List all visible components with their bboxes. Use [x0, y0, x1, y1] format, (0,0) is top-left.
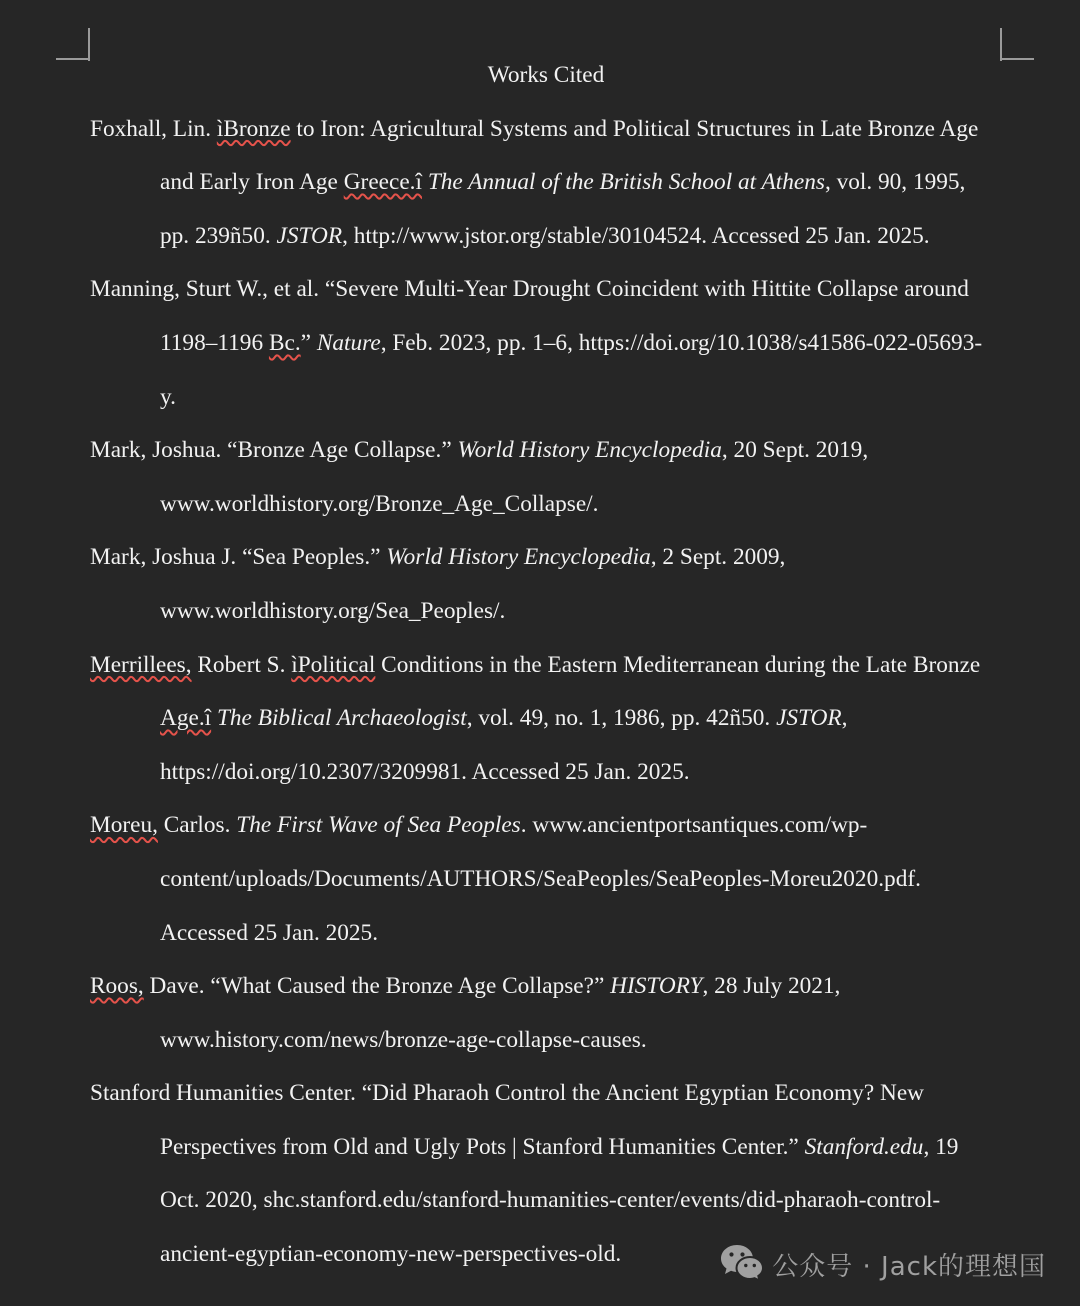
spelling-flagged-word[interactable]: Age.î	[160, 705, 212, 732]
citation-text: Conditions in the Eastern Mediterranean during the Late Bronze	[375, 651, 981, 678]
citation-continuation-line	[90, 156, 1002, 210]
citation-text: Perspectives from Old and Ugly Pots | Stanford Humanities Center.”	[160, 1133, 805, 1160]
spelling-flagged-word[interactable]: Bc.	[268, 329, 301, 356]
citation-text: , 19	[923, 1133, 959, 1160]
citation-text: Mark, Joshua J. “Sea Peoples.”	[90, 544, 387, 571]
citation-continuation-line	[90, 1174, 1002, 1228]
citation-continuation-line	[90, 585, 1002, 639]
citation-text: ancient-egyptian-economy-new-perspectives-old.	[160, 1241, 622, 1268]
citation-entry	[90, 799, 1002, 960]
citation-continuation-line	[90, 478, 1002, 532]
citation-text: content/uploads/Documents/AUTHORS/SeaPeoples/SeaPeoples-Moreu2020.pdf.	[160, 865, 921, 892]
citation-text: , 2 Sept. 2009,	[650, 544, 786, 571]
citation-text: to Iron: Agricultural Systems and Political Structures in Late Bronze Age	[290, 115, 979, 142]
citation-italic-title: The First Wave of Sea Peoples	[236, 812, 521, 839]
citation-text: Robert S.	[191, 651, 292, 678]
citation-list	[90, 103, 1002, 1282]
citation-text: , vol. 90, 1995,	[824, 169, 966, 196]
spelling-flagged-word[interactable]: ìBronze	[216, 115, 291, 142]
citation-entry	[90, 263, 1002, 424]
citation-first-line	[90, 639, 1002, 693]
citation-first-line	[90, 1067, 1002, 1121]
citation-italic-title: The Annual of the British School at Athens	[427, 169, 825, 196]
citation-text: Oct. 2020, shc.stanford.edu/stanford-humanities-center/events/did-pharaoh-control-	[160, 1187, 941, 1214]
citation-italic-title: The Biblical Archaeologist	[216, 705, 467, 732]
citation-first-line	[90, 103, 1002, 157]
citation-text: www.worldhistory.org/Sea_Peoples/.	[160, 597, 506, 624]
citation-continuation-line	[90, 907, 1002, 961]
citation-text: , Feb. 2023, pp. 1–6, https://doi.org/10.1038/s41586-022-05693-	[380, 329, 983, 356]
watermark	[720, 1244, 1046, 1284]
citation-first-line	[90, 960, 1002, 1014]
citation-first-line	[90, 799, 1002, 853]
watermark-text: 公众号 · Jack的理想国	[772, 1251, 1046, 1282]
citation-text: Dave. “What Caused the Bronze Age Collapse?”	[143, 973, 611, 1000]
works-cited-body[interactable]	[90, 49, 1002, 1282]
citation-entry	[90, 960, 1002, 1067]
citation-text: ”	[300, 329, 317, 356]
spelling-flagged-word[interactable]: Greece.î	[343, 169, 422, 196]
citation-text: Carlos.	[157, 812, 237, 839]
citation-entry	[90, 639, 1002, 800]
citation-text: , 20 Sept. 2019,	[721, 437, 869, 464]
crop-mark-top-right-horizontal	[1000, 58, 1034, 60]
citation-continuation-line	[90, 371, 1002, 425]
citation-italic-title: JSTOR	[776, 705, 842, 732]
works-cited-heading: Works Cited	[487, 62, 605, 88]
citation-text: https://doi.org/10.2307/3209981. Accessed 25 Jan. 2025.	[160, 758, 690, 785]
citation-text: www.history.com/news/bronze-age-collapse-causes.	[160, 1026, 647, 1053]
citation-text: . www.ancientportsantiques.com/wp-	[520, 812, 868, 839]
citation-continuation-line	[90, 746, 1002, 800]
spelling-flagged-word[interactable]: Moreu,	[90, 812, 158, 839]
citation-continuation-line	[90, 692, 1002, 746]
citation-entry	[90, 103, 1002, 264]
wechat-icon	[720, 1243, 764, 1286]
citation-text: Foxhall, Lin.	[90, 115, 217, 142]
citation-continuation-line	[90, 853, 1002, 907]
citation-first-line	[90, 424, 1002, 478]
citation-entry	[90, 424, 1002, 531]
citation-continuation-line	[90, 210, 1002, 264]
citation-italic-title: Stanford.edu	[804, 1133, 924, 1160]
citation-first-line	[90, 263, 1002, 317]
citation-text: y.	[160, 383, 176, 410]
citation-text: pp. 239ñ50.	[160, 222, 277, 249]
citation-continuation-line	[90, 1014, 1002, 1068]
citation-text: , http://www.jstor.org/stable/30104524. Accessed 25 Jan. 2025.	[342, 222, 930, 249]
citation-text: www.worldhistory.org/Bronze_Age_Collapse/.	[160, 490, 599, 517]
citation-text: ,	[841, 705, 848, 732]
citation-continuation-line	[90, 1121, 1002, 1175]
citation-entry	[90, 531, 1002, 638]
citation-italic-title: JSTOR	[276, 222, 343, 249]
citation-text: , 28 July 2021,	[702, 973, 841, 1000]
citation-text: Manning, Sturt W., et al. “Severe Multi-Year Drought Coincident with Hittite Collapse around	[90, 276, 969, 303]
spelling-flagged-word[interactable]: Merrillees,	[90, 651, 192, 678]
citation-text: Accessed 25 Jan. 2025.	[160, 919, 379, 946]
citation-italic-title: Nature	[316, 329, 381, 356]
citation-first-line	[90, 531, 1002, 585]
citation-text: 1198–1196	[160, 329, 269, 356]
citation-continuation-line	[90, 317, 1002, 371]
citation-text: and Early Iron Age	[160, 169, 344, 196]
citation-text: , vol. 49, no. 1, 1986, pp. 42ñ50.	[466, 705, 777, 732]
crop-mark-top-left-horizontal	[56, 58, 90, 60]
citation-italic-title: HISTORY	[610, 973, 703, 1000]
citation-italic-title: World History Encyclopedia	[386, 544, 651, 571]
citation-text: Stanford Humanities Center. “Did Pharaoh Control the Ancient Egyptian Economy? New	[90, 1080, 924, 1107]
citation-italic-title: World History Encyclopedia	[457, 437, 722, 464]
spelling-flagged-word[interactable]: ìPolitical	[291, 651, 376, 678]
citation-text: Mark, Joshua. “Bronze Age Collapse.”	[90, 437, 458, 464]
spelling-flagged-word[interactable]: Roos,	[90, 973, 144, 1000]
